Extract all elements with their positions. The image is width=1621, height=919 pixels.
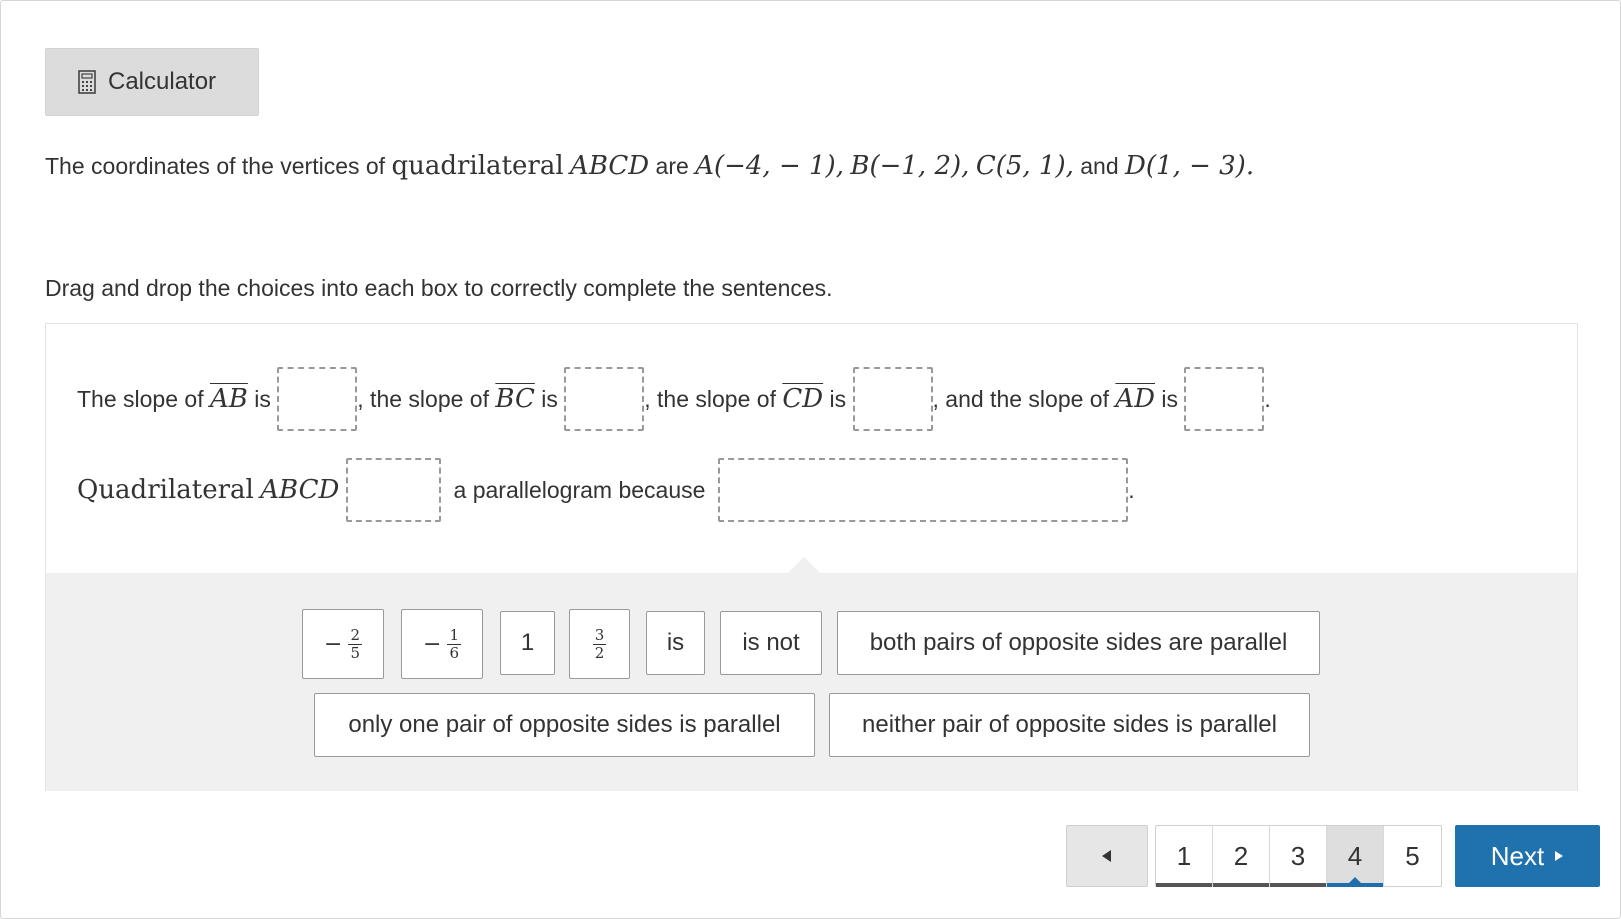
sentence-text: a parallelogram because	[453, 476, 706, 503]
drop-box-reason[interactable]	[718, 458, 1128, 522]
page-5-button[interactable]	[1384, 826, 1441, 886]
segment-ab: $\overline{AB}$	[209, 384, 248, 414]
triangle-left-icon	[1101, 849, 1113, 863]
page-1-button[interactable]	[1156, 826, 1213, 886]
page-number: 2	[1233, 840, 1249, 871]
quad-word: Quadrilateral	[77, 475, 254, 505]
sentence-text: The slope of	[77, 385, 204, 412]
current-page-caret	[1349, 877, 1361, 883]
drop-box-slope-cd[interactable]	[853, 367, 933, 431]
calculator-icon	[78, 70, 96, 94]
triangle-right-icon	[1554, 850, 1564, 862]
page-number: 3	[1290, 840, 1306, 871]
fraction	[324, 627, 362, 662]
page-number: 1	[1176, 840, 1192, 871]
point-d: D(1, − 3).	[1125, 151, 1255, 181]
sentence-text: , the slope of	[644, 385, 776, 412]
page-number: 5	[1405, 840, 1420, 871]
numerator: 3	[594, 625, 605, 644]
fraction	[593, 627, 607, 662]
sentence-text: .	[1264, 385, 1271, 412]
page-navigation	[1155, 825, 1442, 887]
segment-cd: $\overline{CD}$	[782, 384, 824, 414]
choice-1[interactable]: 1	[500, 611, 555, 675]
choice-is-not[interactable]: is not	[720, 611, 822, 675]
page-progress-bar	[1213, 883, 1269, 887]
choice-bank	[46, 573, 1577, 791]
page-4-button[interactable]	[1327, 826, 1384, 886]
fraction	[423, 627, 461, 662]
parallelogram-sentence	[77, 458, 1135, 522]
instruction-text: Drag and drop the choices into each box to correctly complete the sentences.	[45, 275, 833, 301]
segment-ad: $\overline{AD}$	[1115, 384, 1155, 414]
choice-both-pairs-parallel[interactable]: both pairs of opposite sides are parallel	[837, 611, 1320, 675]
drop-box-slope-ad[interactable]	[1184, 367, 1264, 431]
page-progress-bar	[1327, 883, 1383, 887]
prompt-text: The coordinates of the vertices of	[45, 153, 392, 179]
prompt-are: are	[655, 153, 689, 179]
choice-neg-2-5[interactable]	[302, 609, 384, 679]
choice-3-2[interactable]	[569, 609, 630, 679]
choice-neg-1-6[interactable]	[401, 609, 483, 679]
calculator-button[interactable]	[45, 48, 259, 116]
denominator: 2	[594, 643, 605, 662]
next-label: Next	[1490, 840, 1545, 871]
sentence-text: , the slope of	[357, 385, 489, 412]
numerator: 2	[350, 625, 360, 644]
numerator: 1	[449, 625, 459, 644]
question-prompt	[45, 144, 1254, 188]
point-a: A(−4, − 1),	[695, 151, 844, 181]
page-2-button[interactable]	[1213, 826, 1270, 886]
page-progress-bar	[1156, 883, 1212, 887]
drop-box-is[interactable]	[346, 458, 441, 522]
minus-sign: −	[324, 631, 343, 657]
minus-sign: −	[423, 631, 442, 657]
sentence-text: is	[254, 385, 271, 412]
drag-drop-panel	[45, 323, 1578, 791]
sentence-text: is	[1161, 385, 1179, 412]
prompt-quad-name: ABCD	[570, 151, 650, 181]
drop-box-slope-bc[interactable]	[564, 367, 644, 431]
sentence-text: .	[1128, 476, 1135, 503]
point-c: C(5, 1),	[975, 151, 1074, 181]
slope-sentence	[77, 367, 1271, 431]
page-progress-bar	[1270, 883, 1326, 887]
bank-notch	[788, 557, 820, 573]
denominator: 6	[449, 643, 459, 662]
denominator: 5	[350, 643, 360, 662]
quad-name: ABCD	[260, 475, 340, 505]
prompt-quad-word: quadrilateral	[391, 151, 564, 181]
previous-button[interactable]	[1066, 825, 1148, 887]
sentence-text: is	[541, 385, 558, 412]
drop-box-slope-ab[interactable]	[277, 367, 357, 431]
segment-bc: $\overline{BC}$	[495, 384, 535, 414]
page-number: 4	[1347, 840, 1363, 871]
choice-one-pair-parallel[interactable]: only one pair of opposite sides is parallel	[314, 693, 815, 757]
calculator-label: Calculator	[108, 68, 217, 95]
sentence-text: , and the slope of	[932, 385, 1109, 412]
choice-is[interactable]: is	[646, 611, 705, 675]
choice-neither-pair-parallel[interactable]: neither pair of opposite sides is parallel	[829, 693, 1310, 757]
page-3-button[interactable]	[1270, 826, 1327, 886]
next-button[interactable]	[1455, 825, 1600, 887]
point-b: B(−1, 2),	[850, 151, 970, 181]
prompt-and: and	[1080, 153, 1119, 179]
sentence-text: is	[829, 385, 847, 412]
